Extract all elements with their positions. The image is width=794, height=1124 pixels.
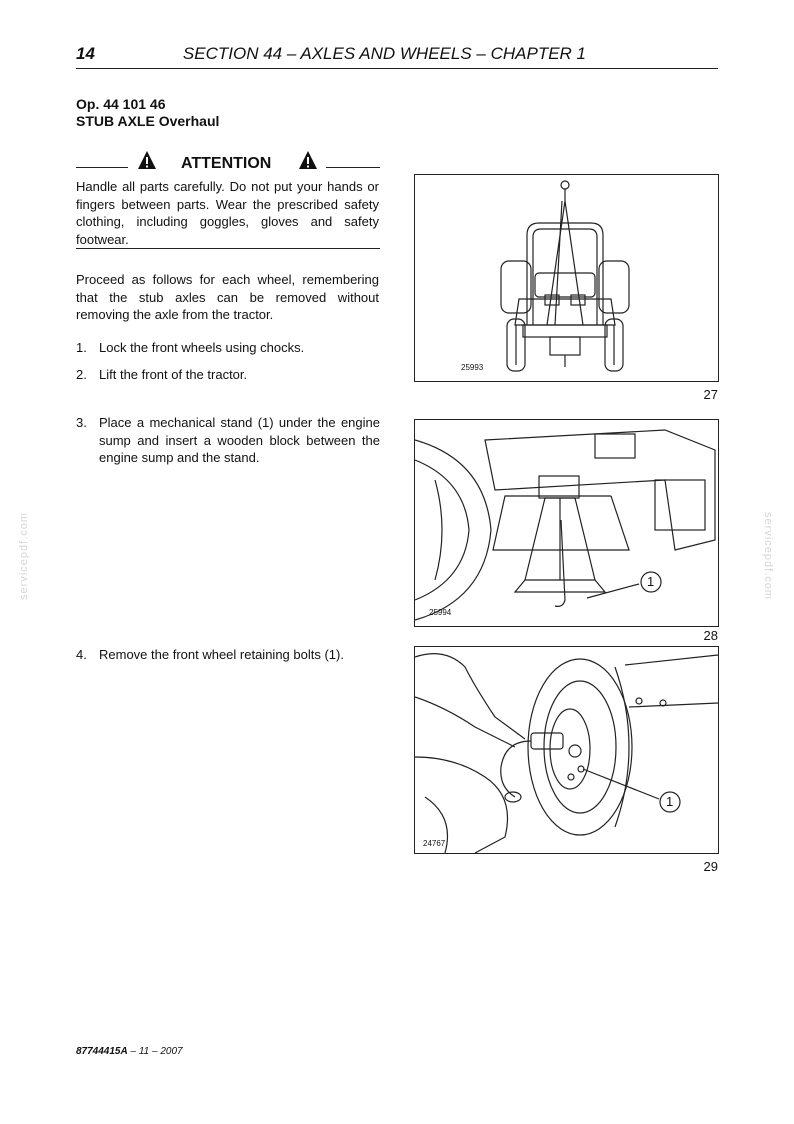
section-title: SECTION 44 – AXLES AND WHEELS – CHAPTER 1	[182, 44, 586, 63]
step-number: 1.	[76, 340, 87, 355]
figure-code: 25993	[461, 363, 484, 372]
figure-mechanical-stand	[414, 419, 719, 627]
figure-number: 27	[703, 387, 718, 402]
watermark-right: servicepdf.com	[762, 512, 774, 600]
figure-number: 29	[703, 859, 718, 874]
intro-paragraph: Proceed as follows for each wheel, remembering that the stub axles can be removed without removing the axle from the tractor.	[76, 272, 379, 322]
page-header	[76, 44, 718, 69]
figure-number: 28	[703, 628, 718, 643]
attention-label: ATTENTION	[181, 155, 272, 172]
attention-bottom-rule	[76, 248, 380, 249]
warning-icon	[298, 150, 318, 170]
attention-rule-right	[326, 167, 380, 168]
wheel-bolt-illustration	[415, 647, 718, 853]
page-footer	[76, 1046, 183, 1057]
callout-label: 1	[647, 574, 655, 589]
attention-rule-left	[76, 167, 128, 168]
step-text: Place a mechanical stand (1) under the engine sump and insert a wooden block between the engine sump and the stand.	[99, 415, 380, 465]
document-id: 87744415A	[76, 1046, 128, 1057]
step-text: Lift the front of the tractor.	[99, 367, 248, 382]
step-text: Remove the front wheel retaining bolts (1).	[99, 647, 344, 662]
attention-text: Handle all parts carefully. Do not put your hands or fingers between parts. Wear the prescribed safety clothing, including goggles, gloves and safety footwear.	[76, 179, 379, 247]
operation-code: Op. 44 101 46	[76, 96, 166, 112]
callout-label: 1	[666, 794, 674, 809]
step-number: 2.	[76, 367, 87, 382]
step-number: 3.	[76, 415, 87, 430]
figure-code: 25994	[429, 608, 452, 617]
step-text: Lock the front wheels using chocks.	[99, 340, 305, 355]
page-number: 14	[76, 44, 95, 63]
figure-wheel-bolts	[414, 646, 719, 854]
step-number: 4.	[76, 647, 87, 662]
watermark-left: servicepdf.com	[18, 512, 30, 600]
figure-code: 24767	[423, 839, 446, 848]
operation-title: STUB AXLE Overhaul	[76, 113, 220, 129]
stand-illustration	[415, 420, 718, 626]
tractor-hoist-illustration	[415, 175, 718, 381]
document-date: – 11 – 2007	[127, 1046, 183, 1057]
warning-icon	[137, 150, 157, 170]
figure-tractor-lift	[414, 174, 719, 382]
